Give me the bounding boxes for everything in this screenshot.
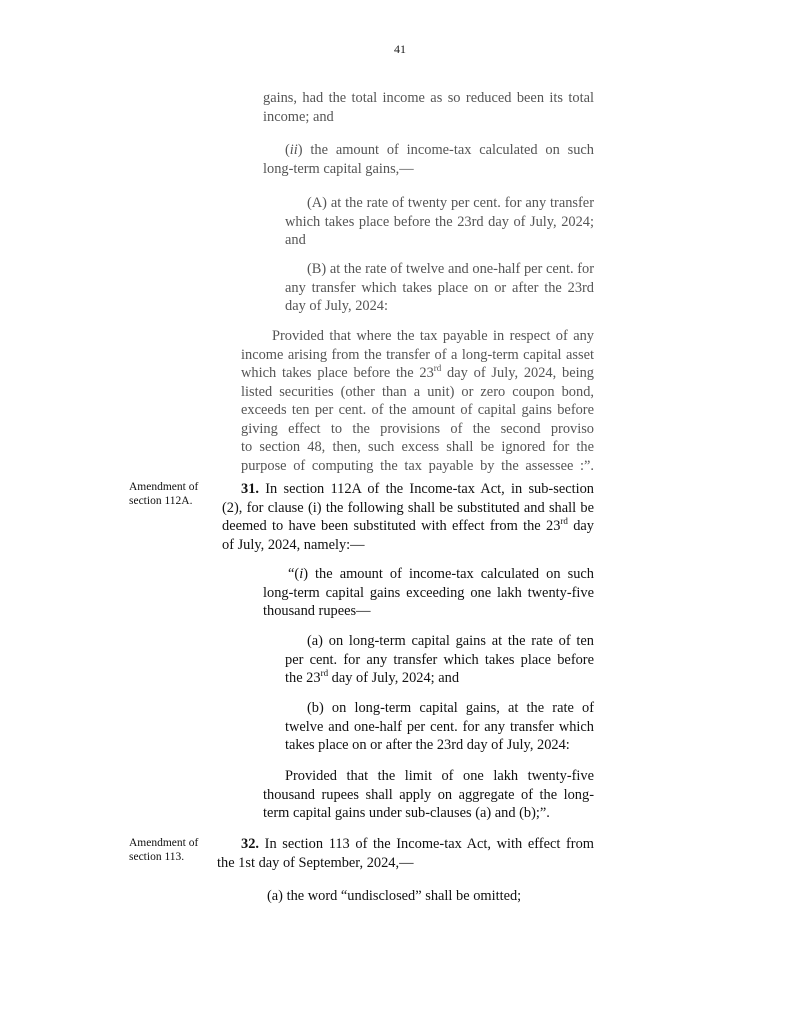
text-span: deemed to have been substituted with effect from the 23 xyxy=(222,518,561,534)
text-line: of July, 2024, namely:— xyxy=(222,536,365,553)
paragraph-total-income xyxy=(263,89,594,126)
page-number: 41 xyxy=(394,42,406,56)
section-31 xyxy=(222,480,594,554)
text-line: takes place on or after the 23rd day of July, 2024: xyxy=(285,737,570,753)
text-line: (2), for clause (i) the following shall be substituted and shall be xyxy=(222,499,594,516)
text-line: and xyxy=(285,232,306,248)
text-span: day of July, 2024, being xyxy=(441,365,594,381)
text-line xyxy=(241,364,594,383)
proviso-long-term xyxy=(241,327,594,475)
text-span: day of July, 2024; and xyxy=(328,670,460,686)
text-line: thousand rupees shall apply on aggregate of the long- xyxy=(263,786,594,803)
sub-clause-b-upper xyxy=(285,260,594,316)
text-line: gains, had the total income as so reduced been its total xyxy=(263,90,594,106)
clause-i xyxy=(263,565,594,621)
clause-prefix: ( xyxy=(285,142,290,158)
sub-clause-a-lower xyxy=(285,632,594,688)
margin-note-line: section 112A. xyxy=(129,495,193,507)
text-line: Provided that where the tax payable in respect of any xyxy=(272,328,594,344)
text-line: (A) at the rate of twenty per cent. for any transfer xyxy=(307,195,594,211)
margin-note-line: Amendment of xyxy=(129,481,199,493)
text-line: term capital gains under sub-clauses (a) and (b);”. xyxy=(263,805,550,821)
text-line xyxy=(217,835,594,854)
superscript: rd xyxy=(320,668,329,679)
clause-a-undisclosed xyxy=(267,887,597,906)
text-span: the 23 xyxy=(285,670,321,686)
clause-ii xyxy=(263,141,594,178)
sub-clause-a-upper xyxy=(285,194,594,250)
text-line: income; and xyxy=(263,108,334,125)
text-line: the 1st day of September, 2024,— xyxy=(217,854,414,871)
text-line: per cent. for any transfer which takes place before xyxy=(285,651,594,668)
text-span: which takes place before the 23 xyxy=(241,365,434,381)
text-line: (a) the word “undisclosed” shall be omitted; xyxy=(267,888,522,904)
text-line: twelve and one-half per cent. for any transfer which xyxy=(285,718,594,735)
text-line: purpose of computing the tax payable by the assessee :”. xyxy=(241,457,594,474)
text-line: Provided that the limit of one lakh twenty-five xyxy=(285,768,594,784)
margin-note-section-112a xyxy=(129,480,198,508)
proviso-limit xyxy=(263,767,594,823)
section-number: 32. xyxy=(241,836,259,852)
clause-text: ) the amount of income-tax calculated on such xyxy=(297,142,594,158)
text-line: (a) on long-term capital gains at the rate of ten xyxy=(307,633,594,649)
text-line: (b) on long-term capital gains, at the rate of xyxy=(307,700,594,716)
sub-clause-b-lower xyxy=(285,699,594,755)
section-number: 31. xyxy=(241,481,259,497)
text-span: In section 113 of the Income-tax Act, with effect from xyxy=(259,836,594,852)
text-line: giving effect to the provisions of the second proviso xyxy=(241,420,594,437)
text-line: day of July, 2024: xyxy=(285,298,388,314)
text-line: listed securities (other than a unit) or zero coupon bond, xyxy=(241,383,594,400)
margin-note-line: section 113. xyxy=(129,851,185,863)
superscript: rd xyxy=(560,516,568,527)
text-line: income arising from the transfer of a long-term capital asset xyxy=(241,346,594,363)
text-line: to section 48, then, such excess shall be ignored for the xyxy=(241,439,594,455)
text-line: thousand rupees— xyxy=(263,603,371,619)
margin-note-section-113 xyxy=(129,836,198,864)
text-line: long-term capital gains,— xyxy=(263,160,414,177)
text-line xyxy=(222,480,594,499)
text-line: long-term capital gains exceeding one lakh twenty-five xyxy=(263,584,594,601)
text-line: (B) at the rate of twelve and one-half per cent. for xyxy=(307,261,594,277)
margin-note-line: Amendment of xyxy=(129,837,199,849)
text-line xyxy=(222,517,594,536)
text-span: In section 112A of the Income-tax Act, in sub-section xyxy=(259,481,594,497)
superscript: rd xyxy=(433,363,442,374)
text-span: day xyxy=(567,518,594,534)
text-line xyxy=(285,669,594,688)
text-line: which takes place before the 23rd day of July, 2024; xyxy=(285,213,594,230)
clause-number: i xyxy=(299,566,304,582)
clause-text: ) the amount of income-tax calculated on such xyxy=(303,566,594,582)
clause-number: ii xyxy=(289,142,298,158)
text-line xyxy=(263,141,594,160)
text-line: exceeds ten per cent. of the amount of capital gains before xyxy=(241,402,594,418)
clause-prefix: “( xyxy=(288,566,300,582)
section-32 xyxy=(217,835,594,872)
text-line: any transfer which takes place on or after the 23rd xyxy=(285,279,594,296)
text-line xyxy=(263,565,594,584)
